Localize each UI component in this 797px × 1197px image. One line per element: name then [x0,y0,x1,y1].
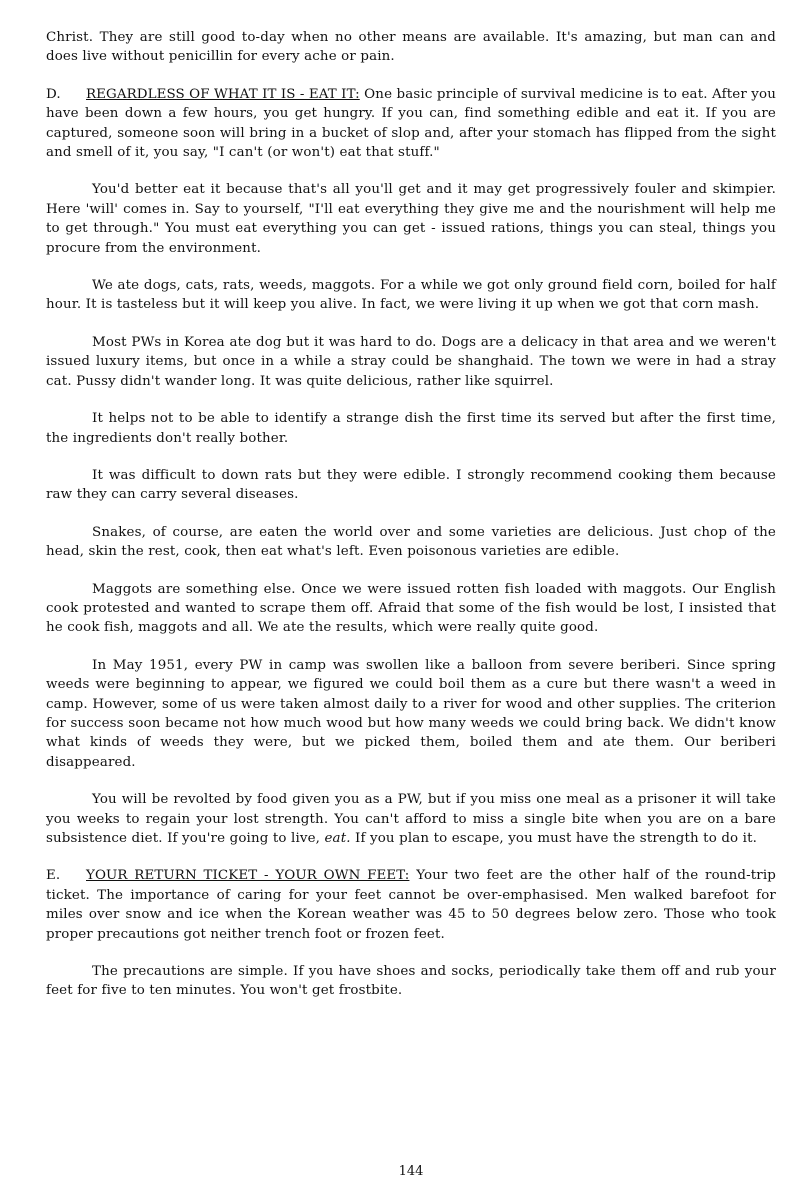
revolted-emphasis: eat. [324,831,351,846]
section-e-heading: YOUR RETURN TICKET - YOUR OWN FEET: [86,868,410,884]
section-e-paragraph [46,866,776,944]
paragraph-maggots: Maggots are something else. Once we were issued rotten fish loaded with maggots. Our English cook protested and wanted to scrape them off. Afraid that some of the fish would be lost, I insisted that he cook fish, maggots and all. We ate the results, which were really quite good. [46,581,776,636]
section-d-letter: D. [46,86,61,102]
paragraph-beriberi: In May 1951, every PW in camp was swollen like a balloon from severe beriberi. Since spring weeds were beginning to appear, we figured we could boil them as a cure but there wasn't a weed in camp. However, some of us were taken almost daily to a river for wood and other supplies. The criterion for success soon became not how much wood but how many weeds we could bring back. We didn't know what kinds of weeds they were, but we picked them, boiled them and ate them. Our beriberi disappeared. [46,657,776,770]
paragraph-revolted-by-food [46,790,776,848]
paragraph-strange-dish: It helps not to be able to identify a strange dish the first time its served but after the first time, the ingredients don't really bother. [46,411,776,446]
paragraph-what-we-ate: We ate dogs, cats, rats, weeds, maggots. For a while we got only ground field corn, boiled for half hour. It is tasteless but it will keep you alive. In fact, we were living it up when we got that corn mash. [46,278,776,313]
section-e-letter: E. [46,868,61,884]
page-number: 144 [398,1164,424,1179]
revolted-text-b: If you plan to escape, you must have the strength to do it. [350,831,758,846]
section-e-body: Your two feet are the other half of the round-trip ticket. The importance of caring for your feet cannot be over-emphasised. Men walked barefoot for miles over snow and ice when the Korean weather was 45 to 50 degrees below zero. Those who took proper precautions got neither trench foot or frozen feet. [46,868,776,942]
revolted-text-a: You will be revolted by food given you as a PW, but if you miss one meal as a prisoner it will take you weeks to regain your lost strength. You can't afford to miss a single bite when you are on a bare subsistence diet. If you're going to live, [46,792,776,846]
paragraph-eat-everything: You'd better eat it because that's all you'll get and it may get progressively fouler and skimpier. Here 'will' comes in. Say to yourself, "I'll eat everything they give me and the nourishment will help me to get through." You must eat everything you can get - issued rations, things you can steal, things you procure from the environment. [46,182,776,256]
section-d-heading: REGARDLESS OF WHAT IT IS - EAT IT: [86,86,360,102]
paragraph-rats: It was difficult to down rats but they were edible. I strongly recommend cooking them because raw they can carry several diseases. [46,467,776,503]
document-page [46,28,776,1178]
paragraph-continuation: Christ. They are still good to-day when no other means are available. It's amazing, but man can and does live without penicillin for every ache or pain. [46,30,776,65]
paragraph-dogs: Most PWs in Korea ate dog but it was hard to do. Dogs are a delicacy in that area and we weren't issued luxury items, but once in a while a stray could be shanghaid. The town we were in had a stray cat. Pussy didn't wander long. It was quite delicious, rather like squirrel. [46,334,776,389]
paragraph-snakes: Snakes, of course, are eaten the world over and some varieties are delicious. Just chop of the head, skin the rest, cook, then eat what's left. Even poisonous varieties are edible. [46,524,776,560]
section-d-paragraph [46,85,776,163]
section-d-body: One basic principle of survival medicine is to eat. After you have been down a few hours, you get hungry. If you can, find something edible and eat it. If you are captured, someone soon will bring in a bucket of slop and, after your stomach has flipped from the sight and smell of it, you say, "I can't (or won't) eat that stuff." [46,86,776,161]
paragraph-precautions: The precautions are simple. If you have shoes and socks, periodically take them off and rub your feet for five to ten minutes. You won't get frostbite. [46,964,776,999]
